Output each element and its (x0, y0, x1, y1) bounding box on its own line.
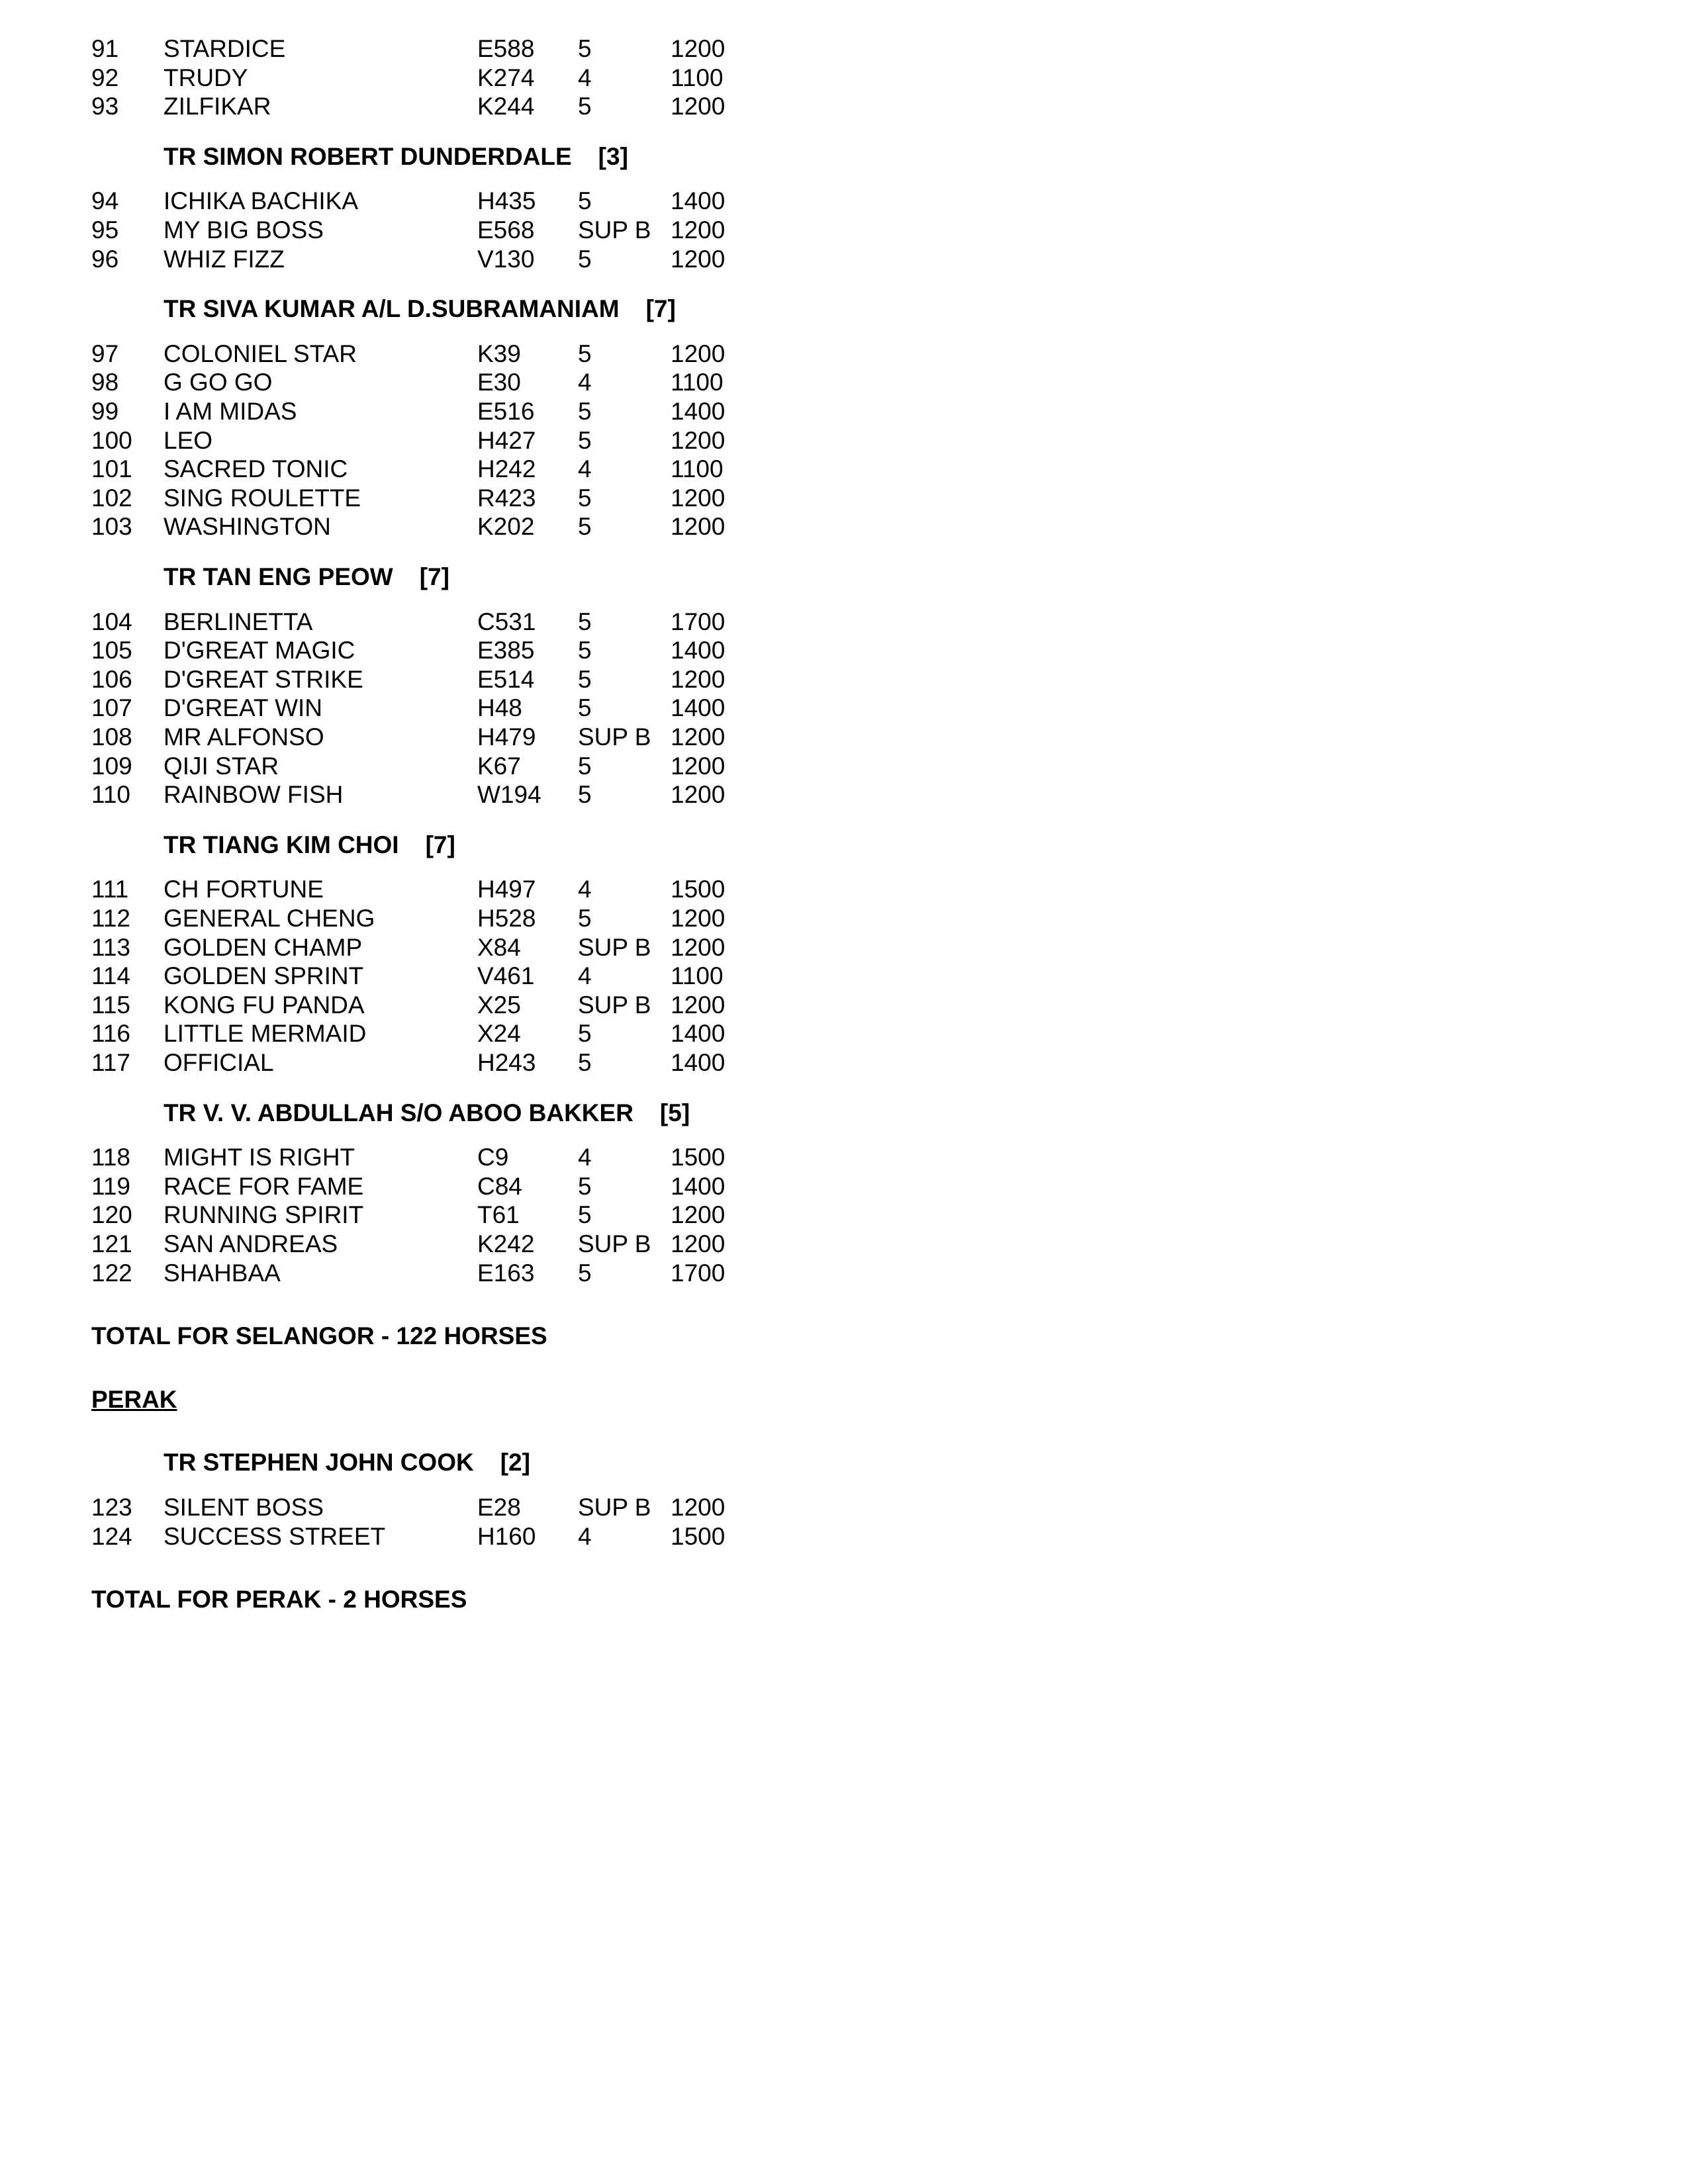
horse-class: SUP B (578, 933, 651, 961)
horse-code: E588 (477, 35, 535, 62)
horse-code: C9 (477, 1144, 509, 1171)
horse-distance: 1200 (671, 513, 726, 541)
horse-class: SUP B (578, 1230, 651, 1257)
horse-class: 5 (578, 694, 592, 722)
horse-distance: 1400 (671, 187, 726, 215)
horse-class: SUP B (578, 991, 651, 1019)
horse-class: 4 (578, 1144, 592, 1171)
horse-class: 5 (578, 637, 592, 664)
horse-code: H242 (477, 455, 536, 483)
horse-name: D'GREAT WIN (164, 694, 323, 722)
horse-distance: 1500 (671, 1144, 726, 1171)
horse-class: 5 (578, 1049, 592, 1076)
horse-class: 4 (578, 455, 592, 483)
horse-name: WHIZ FIZZ (164, 245, 285, 273)
horse-code: K39 (477, 340, 521, 367)
horse-code: X24 (477, 1020, 521, 1048)
horse-class: 5 (578, 608, 592, 635)
horse-number: 103 (91, 513, 132, 541)
horse-distance: 1200 (671, 340, 726, 367)
horse-code: X84 (477, 933, 521, 961)
horse-name: TRUDY (164, 64, 248, 91)
region-total: TOTAL FOR SELANGOR - 122 HORSES (91, 1322, 547, 1350)
horse-name: LEO (164, 426, 213, 454)
horse-name: BERLINETTA (164, 608, 313, 635)
horse-distance: 1200 (671, 216, 726, 244)
horse-number: 106 (91, 665, 132, 693)
horse-name: QIJI STAR (164, 752, 279, 780)
horse-number: 94 (91, 187, 119, 215)
horse-distance: 1200 (671, 1230, 726, 1257)
horse-name: SHAHBAA (164, 1259, 281, 1287)
horse-class: 5 (578, 245, 592, 273)
horse-number: 113 (91, 933, 130, 961)
trainer-heading (164, 831, 455, 860)
horse-number: 105 (91, 637, 132, 664)
horse-name: SILENT BOSS (164, 1494, 324, 1521)
horse-distance: 1700 (671, 1259, 726, 1287)
horse-distance: 1200 (671, 933, 726, 961)
horse-name: SUCCESS STREET (164, 1522, 386, 1550)
horse-class: 5 (578, 781, 592, 809)
horse-class: 5 (578, 665, 592, 693)
horse-code: E28 (477, 1494, 521, 1521)
horse-distance: 1200 (671, 752, 726, 780)
horse-class: 5 (578, 1172, 592, 1200)
horse-class: 4 (578, 962, 592, 990)
horse-code: K274 (477, 64, 535, 91)
horse-number: 123 (91, 1494, 132, 1521)
horse-name: D'GREAT STRIKE (164, 665, 363, 693)
horse-distance: 1400 (671, 1049, 726, 1076)
horse-code: X25 (477, 991, 521, 1019)
horse-class: 5 (578, 1259, 592, 1287)
horse-name: ICHIKA BACHIKA (164, 187, 359, 215)
horse-distance: 1400 (671, 1020, 726, 1048)
horse-number: 98 (91, 369, 119, 396)
horse-code: E163 (477, 1259, 535, 1287)
horse-name: MR ALFONSO (164, 723, 324, 751)
horse-code: R423 (477, 484, 536, 512)
horse-class: 5 (578, 1201, 592, 1229)
horse-number: 97 (91, 340, 119, 367)
horse-class: 5 (578, 93, 592, 120)
trainer-name: TR SIVA KUMAR A/L D.SUBRAMANIAM (164, 295, 620, 323)
horse-code: E385 (477, 637, 535, 664)
horse-code: K242 (477, 1230, 535, 1257)
horse-number: 114 (91, 962, 130, 990)
horse-name: SACRED TONIC (164, 455, 348, 483)
horse-distance: 1200 (671, 991, 726, 1019)
trainer-horse-count: [3] (598, 142, 628, 170)
horse-number: 91 (91, 35, 119, 62)
horse-class: 4 (578, 1522, 592, 1550)
horse-name: SING ROULETTE (164, 484, 361, 512)
horse-number: 111 (91, 876, 129, 903)
horse-name: G GO GO (164, 369, 273, 396)
horse-number: 112 (91, 905, 130, 932)
horse-distance: 1200 (671, 781, 726, 809)
horse-distance: 1100 (671, 369, 724, 396)
horse-distance: 1500 (671, 1522, 726, 1550)
horse-name: GOLDEN SPRINT (164, 962, 364, 990)
horse-number: 109 (91, 752, 132, 780)
horse-name: STARDICE (164, 35, 286, 62)
horse-name: RUNNING SPIRIT (164, 1201, 364, 1229)
horse-code: E568 (477, 216, 535, 244)
horse-class: 5 (578, 398, 592, 425)
horse-code: E514 (477, 665, 535, 693)
horse-class: 4 (578, 64, 592, 91)
horse-distance: 1200 (671, 426, 726, 454)
horse-number: 107 (91, 694, 132, 722)
horse-number: 121 (91, 1230, 132, 1257)
trainer-horse-count: [2] (500, 1449, 530, 1477)
horse-name: RACE FOR FAME (164, 1172, 364, 1200)
horse-code: H48 (477, 694, 522, 722)
horse-distance: 1200 (671, 723, 726, 751)
horse-distance: 1100 (671, 962, 724, 990)
horse-distance: 1200 (671, 245, 726, 273)
horse-name: GOLDEN CHAMP (164, 933, 363, 961)
horse-code: H427 (477, 426, 536, 454)
horse-number: 120 (91, 1201, 132, 1229)
horse-class: 5 (578, 513, 592, 541)
horse-number: 108 (91, 723, 132, 751)
horse-code: V130 (477, 245, 535, 273)
horse-name: KONG FU PANDA (164, 991, 365, 1019)
horse-number: 104 (91, 608, 132, 635)
horse-number: 92 (91, 64, 119, 91)
horse-distance: 1200 (671, 1201, 726, 1229)
horse-number: 99 (91, 398, 119, 425)
horse-class: SUP B (578, 723, 651, 751)
trainer-name: TR V. V. ABDULLAH S/O ABOO BAKKER (164, 1099, 633, 1126)
horse-distance: 1400 (671, 398, 726, 425)
trainer-heading (164, 1448, 530, 1477)
trainer-heading (164, 563, 449, 592)
trainer-horse-count: [7] (419, 563, 449, 590)
horse-name: D'GREAT MAGIC (164, 637, 355, 664)
horse-number: 116 (91, 1020, 130, 1048)
horse-number: 100 (91, 426, 132, 454)
horse-name: GENERAL CHENG (164, 905, 375, 932)
horse-code: T61 (477, 1201, 520, 1229)
horse-number: 96 (91, 245, 119, 273)
horse-number: 93 (91, 93, 119, 120)
horse-code: C84 (477, 1172, 522, 1200)
horse-number: 118 (91, 1144, 130, 1171)
horse-number: 95 (91, 216, 119, 244)
horse-name: CH FORTUNE (164, 876, 324, 903)
horse-code: V461 (477, 962, 535, 990)
trainer-name: TR TIANG KIM CHOI (164, 831, 399, 858)
horse-class: 5 (578, 340, 592, 367)
horse-number: 101 (91, 455, 132, 483)
horse-class: 5 (578, 35, 592, 62)
trainer-heading (164, 1099, 690, 1128)
trainer-heading (164, 142, 628, 171)
trainer-horse-count: [5] (659, 1099, 690, 1126)
trainer-horse-count: [7] (425, 831, 455, 858)
trainer-name: TR SIMON ROBERT DUNDERDALE (164, 142, 572, 170)
horse-distance: 1400 (671, 694, 726, 722)
horse-class: 5 (578, 426, 592, 454)
horse-distance: 1100 (671, 64, 724, 91)
horse-name: MY BIG BOSS (164, 216, 324, 244)
horse-code: C531 (477, 608, 536, 635)
horse-number: 110 (91, 781, 130, 809)
horse-code: H160 (477, 1522, 536, 1550)
trainer-name: TR TAN ENG PEOW (164, 563, 393, 590)
horse-class: SUP B (578, 216, 651, 244)
horse-name: OFFICIAL (164, 1049, 274, 1076)
horse-distance: 1200 (671, 484, 726, 512)
horse-class: 4 (578, 369, 592, 396)
horse-code: E30 (477, 369, 521, 396)
horse-class: 5 (578, 1020, 592, 1048)
horse-code: E516 (477, 398, 535, 425)
horse-code: K244 (477, 93, 535, 120)
horse-code: H528 (477, 905, 536, 932)
horse-class: 5 (578, 905, 592, 932)
horse-name: ZILFIKAR (164, 93, 271, 120)
horse-distance: 1200 (671, 93, 726, 120)
horse-distance: 1200 (671, 665, 726, 693)
horse-number: 122 (91, 1259, 132, 1287)
horse-distance: 1400 (671, 1172, 726, 1200)
horse-class: 5 (578, 752, 592, 780)
horse-code: K67 (477, 752, 521, 780)
horse-number: 115 (91, 991, 130, 1019)
horse-class: SUP B (578, 1494, 651, 1521)
horse-distance: 1400 (671, 637, 726, 664)
horse-code: H497 (477, 876, 536, 903)
horse-distance: 1200 (671, 35, 726, 62)
horse-number: 124 (91, 1522, 132, 1550)
region-total: TOTAL FOR PERAK - 2 HORSES (91, 1586, 467, 1614)
trainer-horse-count: [7] (645, 295, 676, 323)
horse-class: 5 (578, 484, 592, 512)
horse-name: SAN ANDREAS (164, 1230, 338, 1257)
horse-distance: 1500 (671, 876, 726, 903)
horse-number: 117 (91, 1049, 130, 1076)
horse-distance: 1200 (671, 905, 726, 932)
horse-code: W194 (477, 781, 541, 809)
horse-number: 102 (91, 484, 132, 512)
horse-class: 4 (578, 876, 592, 903)
horse-code: H243 (477, 1049, 536, 1076)
horse-name: WASHINGTON (164, 513, 331, 541)
horse-distance: 1100 (671, 455, 724, 483)
trainer-name: TR STEPHEN JOHN COOK (164, 1449, 474, 1477)
horse-code: H435 (477, 187, 536, 215)
horse-name: LITTLE MERMAID (164, 1020, 367, 1048)
horse-distance: 1200 (671, 1494, 726, 1521)
trainer-heading (164, 295, 676, 324)
horse-name: I AM MIDAS (164, 398, 297, 425)
horse-name: RAINBOW FISH (164, 781, 344, 809)
horse-class: 5 (578, 187, 592, 215)
horse-code: K202 (477, 513, 535, 541)
horse-name: COLONIEL STAR (164, 340, 357, 367)
region-heading: PERAK (91, 1385, 177, 1413)
horse-name: MIGHT IS RIGHT (164, 1144, 355, 1171)
horse-distance: 1700 (671, 608, 726, 635)
horse-number: 119 (91, 1172, 130, 1200)
horse-code: H479 (477, 723, 536, 751)
